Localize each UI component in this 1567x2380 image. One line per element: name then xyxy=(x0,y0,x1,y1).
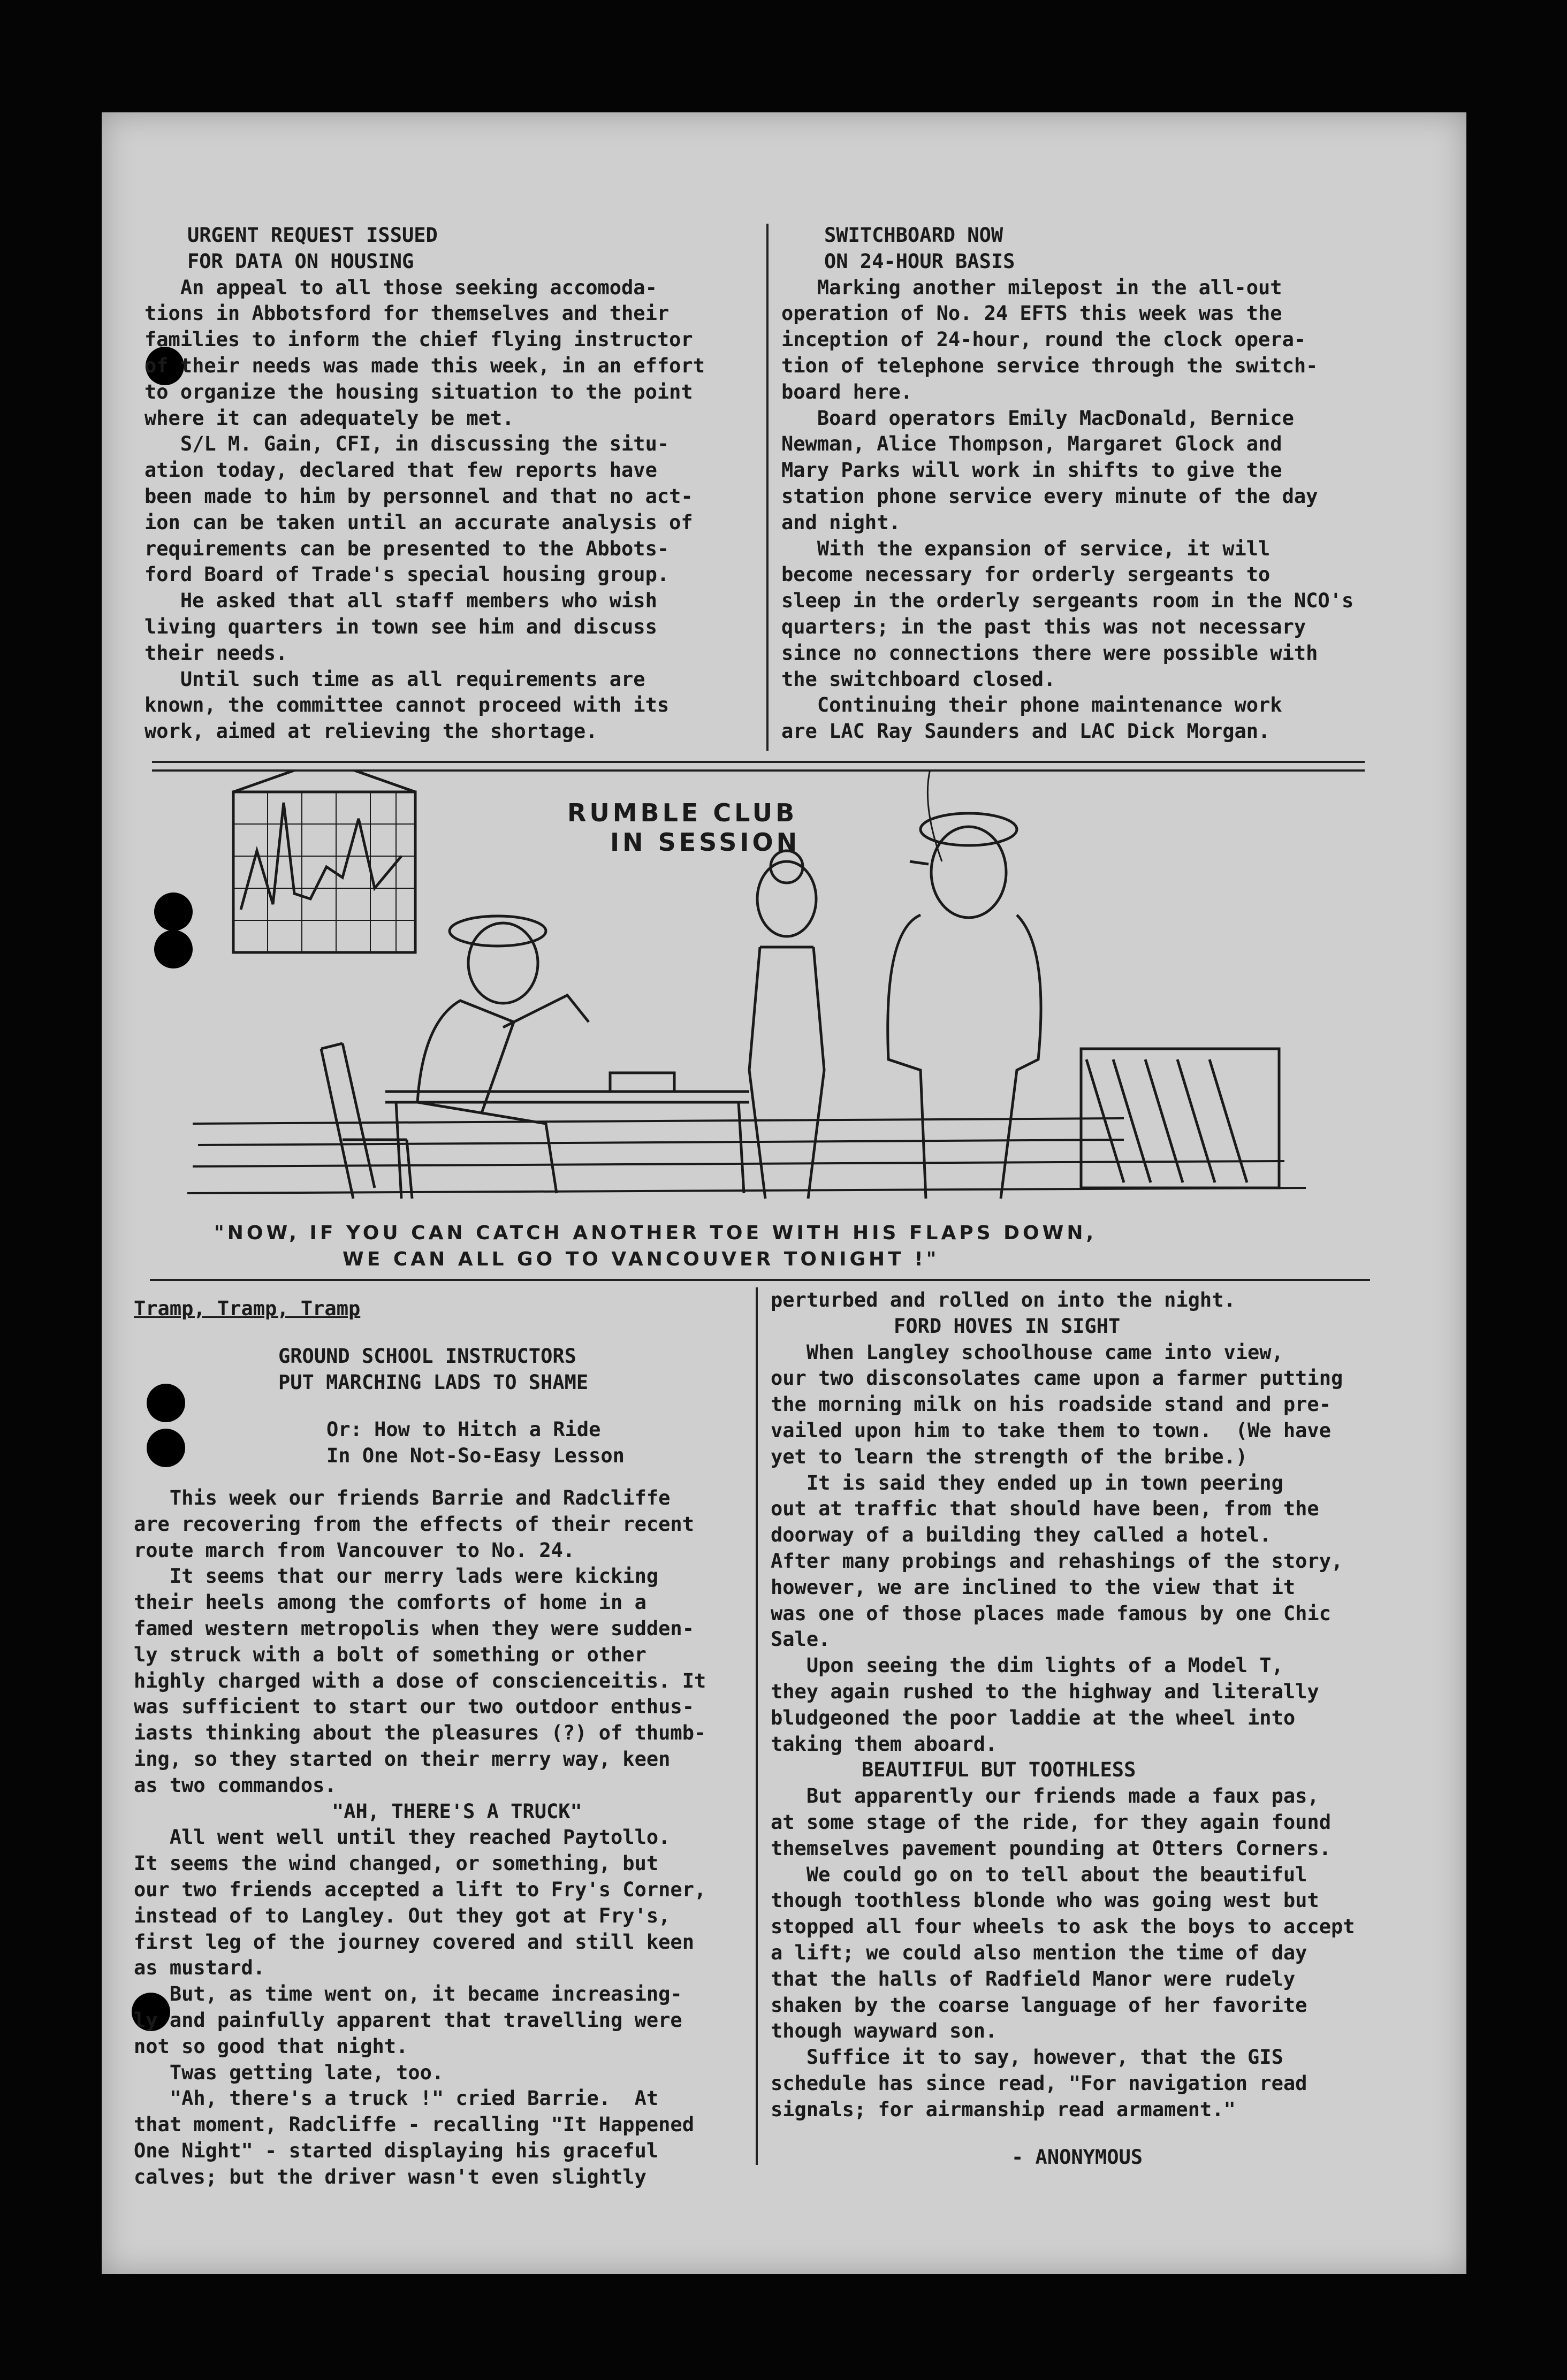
subhead: Or: How to Hitch a Ride xyxy=(326,1418,601,1441)
text-line: "Ah, there's a truck !" cried Barrie. At xyxy=(134,2087,659,2110)
text-line: operation of No. 24 EFTS this week was the xyxy=(781,302,1282,325)
text-line: But apparently our friends made a faux pas, xyxy=(771,1784,1319,1808)
standing-student xyxy=(749,851,824,1199)
text-line: since no connections there were possible with xyxy=(781,641,1318,665)
cartoon-title: RUMBLE CLUB xyxy=(567,798,798,827)
text-line: at some stage of the ride, for they again found xyxy=(771,1810,1331,1834)
text-line: But, as time went on, it became increasing- xyxy=(134,1982,682,2006)
text-line: the morning milk on his roadside stand and pre- xyxy=(771,1393,1331,1416)
article-body xyxy=(771,1287,1365,1314)
text-line: stopped all four wheels to ask the boys to accept xyxy=(771,1915,1355,1939)
text-line: are recovering from the effects of their recent xyxy=(134,1512,694,1536)
article-body xyxy=(771,1340,1365,1758)
text-line: We could go on to tell about the beautiful xyxy=(771,1863,1307,1886)
floor xyxy=(187,1118,1306,1193)
text-line: as two commandos. xyxy=(134,1773,337,1797)
article-body xyxy=(144,275,760,745)
text-line: work, aimed at relieving the shortage. xyxy=(144,720,598,743)
text-line: ford Board of Trade's special housing group. xyxy=(144,563,670,586)
text-line: This week our friends Barrie and Radcliffe xyxy=(134,1486,671,1509)
text-line: their heels among the comforts of home in a xyxy=(134,1591,646,1614)
headline: SWITCHBOARD NOW xyxy=(824,224,1003,247)
text-line: a lift; we could also mention the time of day xyxy=(771,1941,1307,1964)
text-line: Continuing their phone maintenance work xyxy=(781,693,1282,717)
headline: PUT MARCHING LADS TO SHAME xyxy=(278,1370,589,1394)
text-line: are LAC Ray Saunders and LAC Dick Morgan. xyxy=(781,720,1271,743)
text-line: instead of to Langley. Out they got at Fry's, xyxy=(134,1904,671,1927)
text-line: With the expansion of service, it will xyxy=(781,537,1271,560)
text-line: signals; for airmanship read armament." xyxy=(771,2097,1236,2121)
lower-column-divider xyxy=(756,1287,758,2165)
text-line: to organize the housing situation to the point xyxy=(144,380,693,403)
text-line: After many probings and rehashings of the story, xyxy=(771,1549,1343,1573)
text-line: Newman, Alice Thompson, Margaret Glock and xyxy=(781,432,1282,456)
text-line: doorway of a building they called a hotel. xyxy=(771,1523,1272,1547)
article-body xyxy=(771,1783,1365,2123)
text-line: highly charged with a dose of conscienceitis. It xyxy=(134,1669,706,1692)
text-line: tions in Abbotsford for themselves and their xyxy=(144,302,670,325)
text-line: It is said they ended up in town peering xyxy=(771,1471,1283,1494)
marching-article-continued xyxy=(771,1287,1365,2170)
switchboard-article xyxy=(781,223,1370,745)
text-line: He asked that all staff members who wish xyxy=(144,589,657,613)
headline: ON 24-HOUR BASIS xyxy=(824,249,1015,273)
signature: - ANONYMOUS xyxy=(1011,2145,1143,2169)
text-line: known, the committee cannot proceed with its xyxy=(144,693,670,717)
cartoon-caption: "NOW, IF YOU CAN CATCH ANOTHER TOE WITH HIS FLAPS DOWN, xyxy=(214,1222,1097,1244)
subhead: "AH, THERE'S A TRUCK" xyxy=(332,1799,582,1823)
text-line: out at traffic that should have been, from the xyxy=(771,1497,1319,1521)
housing-article xyxy=(144,223,760,745)
article-body xyxy=(781,275,1370,745)
text-line: Until such time as all requirements are xyxy=(144,667,645,691)
text-line: It seems the wind changed, or something, but xyxy=(134,1852,659,1875)
text-line: An appeal to all those seeking accomoda- xyxy=(144,276,657,299)
text-line: living quarters in town see him and discuss xyxy=(144,615,657,638)
text-line: though toothless blonde who was going west but xyxy=(771,1889,1319,1912)
text-line: Suffice it to say, however, that the GIS xyxy=(771,2046,1283,2069)
text-line: bludgeoned the poor laddie at the wheel into xyxy=(771,1706,1296,1729)
text-line: ing, so they started on their merry way, keen xyxy=(134,1747,671,1771)
cartoon-title: IN SESSION xyxy=(610,828,801,857)
text-line: Marking another milepost in the all-out xyxy=(781,276,1282,299)
text-line: yet to learn the strength of the bribe.) xyxy=(771,1445,1248,1468)
text-line: tion of telephone service through the switch- xyxy=(781,354,1318,377)
text-line: calves; but the driver wasn't even slightly xyxy=(134,2165,646,2188)
text-line: Mary Parks will work in shifts to give the xyxy=(781,459,1282,482)
subhead: FORD HOVES IN SIGHT xyxy=(894,1314,1121,1338)
text-line: they again rushed to the highway and literally xyxy=(771,1680,1319,1703)
text-line: themselves pavement pounding at Otters Corners. xyxy=(771,1836,1331,1860)
kicker: Tramp, Tramp, Tramp xyxy=(134,1297,361,1320)
chair xyxy=(321,1043,412,1199)
seated-officer xyxy=(417,916,589,1193)
text-line: vailed upon him to take them to town. (We have xyxy=(771,1418,1331,1442)
headline: GROUND SCHOOL INSTRUCTORS xyxy=(278,1344,576,1368)
cartoon-bottom-rule xyxy=(150,1279,1370,1281)
text-line: that the halls of Radfield Manor were rudely xyxy=(771,1967,1296,1990)
text-line: All went well until they reached Paytollo. xyxy=(134,1826,671,1849)
text-line: iasts thinking about the pleasures (?) of thumb- xyxy=(134,1721,706,1745)
text-line: schedule has since read, "For navigation read xyxy=(771,2071,1307,2095)
text-line: not so good that night. xyxy=(134,2034,408,2058)
text-line: board here. xyxy=(781,380,913,403)
text-line: families to inform the chief flying instructor xyxy=(144,328,693,352)
cartoon-top-rule xyxy=(152,761,1365,763)
cartoon-caption: WE CAN ALL GO TO VANCOUVER TONIGHT !" xyxy=(343,1248,940,1270)
text-line: sleep in the orderly sergeants room in the NCO's xyxy=(781,589,1354,613)
text-line: become necessary for orderly sergeants to xyxy=(781,563,1271,586)
text-line: Upon seeing the dim lights of a Model T, xyxy=(771,1654,1283,1677)
text-line: the switchboard closed. xyxy=(781,667,1056,691)
text-line: of their needs was made this week, in an effort xyxy=(144,354,705,377)
text-line: their needs. xyxy=(144,641,288,665)
text-line: was sufficient to start our two outdoor enthus- xyxy=(134,1695,694,1719)
text-line: ion can be taken until an accurate analysis of xyxy=(144,510,693,534)
text-line: and night. xyxy=(781,510,901,534)
text-line: Board operators Emily MacDonald, Bernice xyxy=(781,406,1294,430)
text-line: perturbed and rolled on into the night. xyxy=(771,1288,1236,1311)
desk xyxy=(385,1073,749,1199)
text-line: quarters; in the past this was not necessary xyxy=(781,615,1306,638)
cartoon-illustration xyxy=(182,771,1322,1273)
text-line: S/L M. Gain, CFI, in discussing the situ- xyxy=(144,432,670,456)
text-line: station phone service every minute of the day xyxy=(781,484,1318,508)
smoking-man xyxy=(888,771,1041,1199)
text-line: been made to him by personnel and that no act- xyxy=(144,484,693,508)
upper-column-divider xyxy=(766,224,769,751)
text-line: Twas getting late, too. xyxy=(134,2061,444,2084)
text-line: as mustard. xyxy=(134,1956,265,1980)
text-line: taking them aboard. xyxy=(771,1732,998,1756)
article-body xyxy=(134,1485,749,1799)
text-line: shaken by the coarse language of her favorite xyxy=(771,1993,1307,2017)
text-line: though wayward son. xyxy=(771,2019,998,2043)
text-line: Sale. xyxy=(771,1628,831,1651)
text-line: first leg of the journey covered and still keen xyxy=(134,1930,694,1954)
text-line: It seems that our merry lads were kicking xyxy=(134,1565,659,1588)
text-line: however, we are inclined to the view that it xyxy=(771,1575,1296,1599)
headline: URGENT REQUEST ISSUED xyxy=(187,224,438,247)
text-line: that moment, Radcliffe - recalling "It Happened xyxy=(134,2113,694,2137)
text-line: was one of those places made famous by one Chic xyxy=(771,1601,1331,1625)
subhead: In One Not-So-Easy Lesson xyxy=(326,1444,625,1468)
text-line: requirements can be presented to the Abbots- xyxy=(144,537,670,560)
text-line: inception of 24-hour, round the clock opera- xyxy=(781,328,1306,352)
text-line: route march from Vancouver to No. 24. xyxy=(134,1538,575,1562)
text-line: famed western metropolis when they were sudden- xyxy=(134,1616,694,1640)
headline: FOR DATA ON HOUSING xyxy=(187,249,414,273)
text-line: One Night" - started displaying his graceful xyxy=(134,2139,659,2162)
text-line: our two disconsolates came upon a farmer putting xyxy=(771,1367,1343,1390)
text-line: ly and painfully apparent that travelling were xyxy=(134,2008,682,2032)
article-body xyxy=(134,1825,749,2190)
text-line: ation today, declared that few reports have xyxy=(144,459,657,482)
text-line: where it can adequately be met. xyxy=(144,406,514,430)
subhead: BEAUTIFUL BUT TOOTHLESS xyxy=(862,1758,1136,1782)
text-line: When Langley schoolhouse came into view, xyxy=(771,1340,1283,1364)
text-line: ly struck with a bolt of something or other xyxy=(134,1643,646,1666)
text-line: our two friends accepted a lift to Fry's Corner, xyxy=(134,1878,706,1901)
marching-article xyxy=(134,1296,749,2191)
